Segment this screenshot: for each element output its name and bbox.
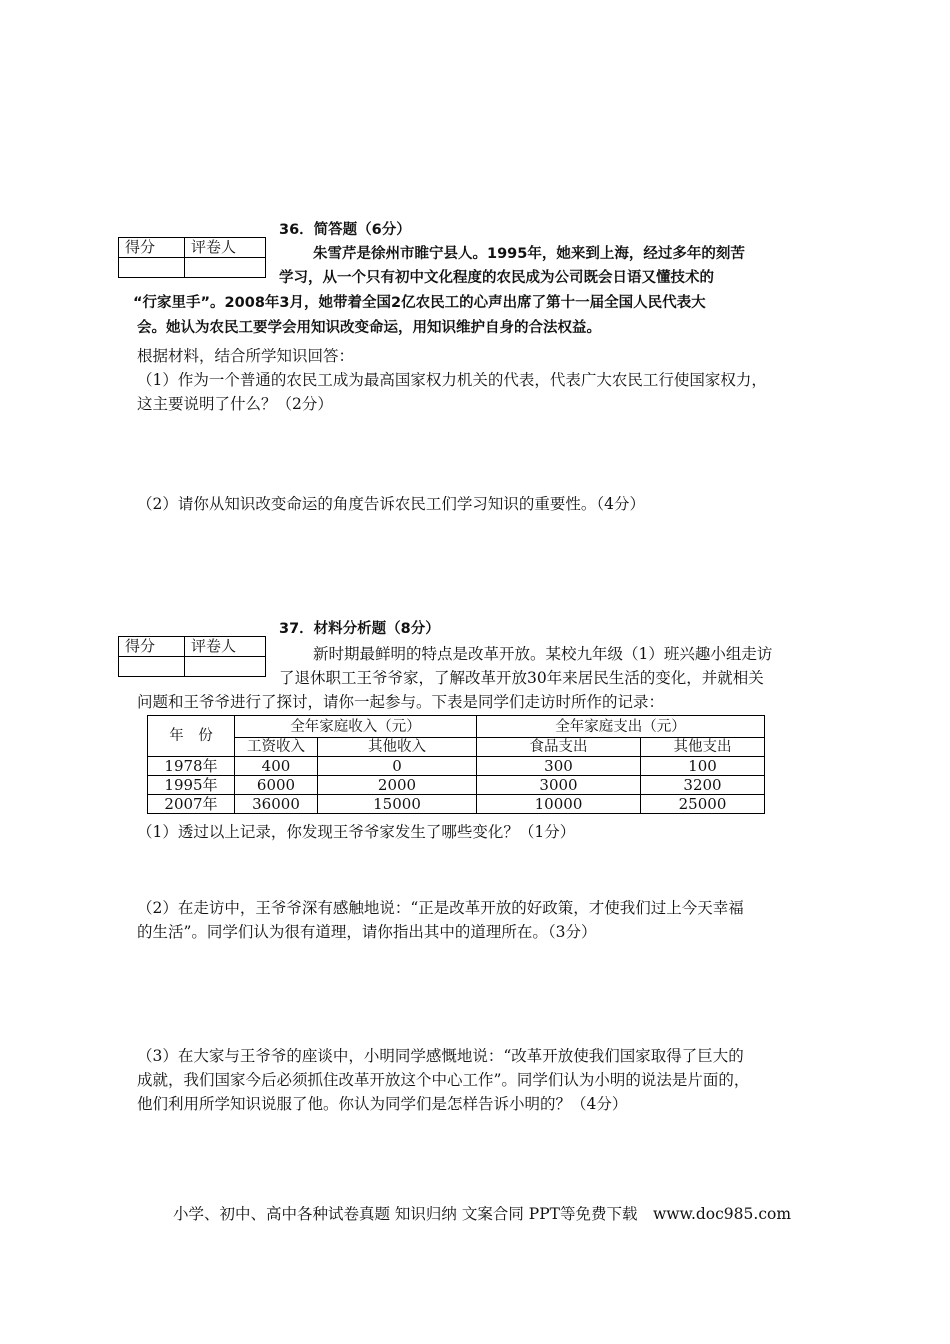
table-cell: 400 xyxy=(235,757,318,776)
table-cell: 0 xyxy=(318,757,477,776)
grader-label: 评卷人 xyxy=(185,637,266,657)
column-header: 其他收入 xyxy=(318,738,477,757)
table-cell: 3200 xyxy=(641,776,765,795)
q36-prompt: 根据材料，结合所学知识回答： xyxy=(137,347,355,365)
q36-material-line: “行家里手”。2008年3月，她带着全国2亿农民工的心声出席了第十一届全国人民代表大 xyxy=(133,295,706,311)
q37-title: 37．材料分析题（8分） xyxy=(279,621,440,637)
table-row xyxy=(148,757,765,776)
q37-sub1: （1）透过以上记录，你发现王爷爷家发生了哪些变化？（1分） xyxy=(137,823,576,841)
table-cell: 100 xyxy=(641,757,765,776)
year-cell: 1978年 xyxy=(148,757,235,776)
year-header: 年 份 xyxy=(148,716,235,757)
year-cell: 2007年 xyxy=(148,795,235,814)
q37-sub3: （3）在大家与王爷爷的座谈中，小明同学感慨地说：“改革开放使我们国家取得了巨大的 xyxy=(137,1047,744,1065)
household-record-table xyxy=(147,715,765,814)
q37-sub3: 成就，我们国家今后必须抓住改革开放这个中心工作”。同学们认为小明的说法是片面的， xyxy=(137,1071,750,1089)
grader-cell[interactable] xyxy=(185,258,266,278)
q37-sub2: （2）在走访中，王爷爷深有感触地说：“正是改革开放的好政策，才使我们过上今天幸福 xyxy=(137,899,744,917)
table-cell: 10000 xyxy=(477,795,641,814)
table-cell: 300 xyxy=(477,757,641,776)
table-cell: 15000 xyxy=(318,795,477,814)
q36-sub2: （2）请你从知识改变命运的角度告诉农民工们学习知识的重要性。（4分） xyxy=(137,495,645,513)
table-cell: 3000 xyxy=(477,776,641,795)
q36-material-line: 学习，从一个只有初中文化程度的农民成为公司既会日语又懂技术的 xyxy=(279,270,714,286)
q37-sub3: 他们利用所学知识说服了他。你认为同学们是怎样告诉小明的？（4分） xyxy=(137,1095,628,1113)
q36-title: 36．简答题（6分） xyxy=(279,222,411,238)
year-cell: 1995年 xyxy=(148,776,235,795)
q37-material-line: 新时期最鲜明的特点是改革开放。某校九年级（1）班兴趣小组走访 xyxy=(313,645,773,663)
page-footer: 小学、初中、高中各种试卷真题 知识归纳 文案合同 PPT等免费下载 www.doc985.com xyxy=(173,1205,792,1223)
income-header: 全年家庭收入（元） xyxy=(235,716,477,738)
q36-score-box xyxy=(118,237,266,278)
q37-material-line: 了退休职工王爷爷家，了解改革开放30年来居民生活的变化，并就相关 xyxy=(279,669,764,687)
score-label: 得分 xyxy=(119,238,185,258)
q37-sub2: 的生活”。同学们认为很有道理，请你指出其中的道理所在。（3分） xyxy=(137,923,597,941)
q36-sub1: （1）作为一个普通的农民工成为最高国家权力机关的代表，代表广大农民工行使国家权力， xyxy=(137,371,767,389)
score-label: 得分 xyxy=(119,637,185,657)
table-cell: 6000 xyxy=(235,776,318,795)
grader-label: 评卷人 xyxy=(185,238,266,258)
q37-score-box xyxy=(118,636,266,677)
column-header: 工资收入 xyxy=(235,738,318,757)
q36-sub1: 这主要说明了什么？（2分） xyxy=(137,395,333,413)
table-cell: 25000 xyxy=(641,795,765,814)
table-row xyxy=(148,795,765,814)
table-row xyxy=(148,776,765,795)
q36-material-line: 朱雪芹是徐州市睢宁县人。1995年，她来到上海，经过多年的刻苦 xyxy=(313,246,745,262)
q37-material-line: 问题和王爷爷进行了探讨，请你一起参与。下表是同学们走访时所作的记录： xyxy=(137,693,665,711)
grader-cell[interactable] xyxy=(185,657,266,677)
column-header: 食品支出 xyxy=(477,738,641,757)
q36-material-line: 会。她认为农民工要学会用知识改变命运，用知识维护自身的合法权益。 xyxy=(137,320,601,336)
table-cell: 2000 xyxy=(318,776,477,795)
column-header: 其他支出 xyxy=(641,738,765,757)
table-cell: 36000 xyxy=(235,795,318,814)
score-cell[interactable] xyxy=(119,258,185,278)
score-cell[interactable] xyxy=(119,657,185,677)
expense-header: 全年家庭支出（元） xyxy=(477,716,765,738)
